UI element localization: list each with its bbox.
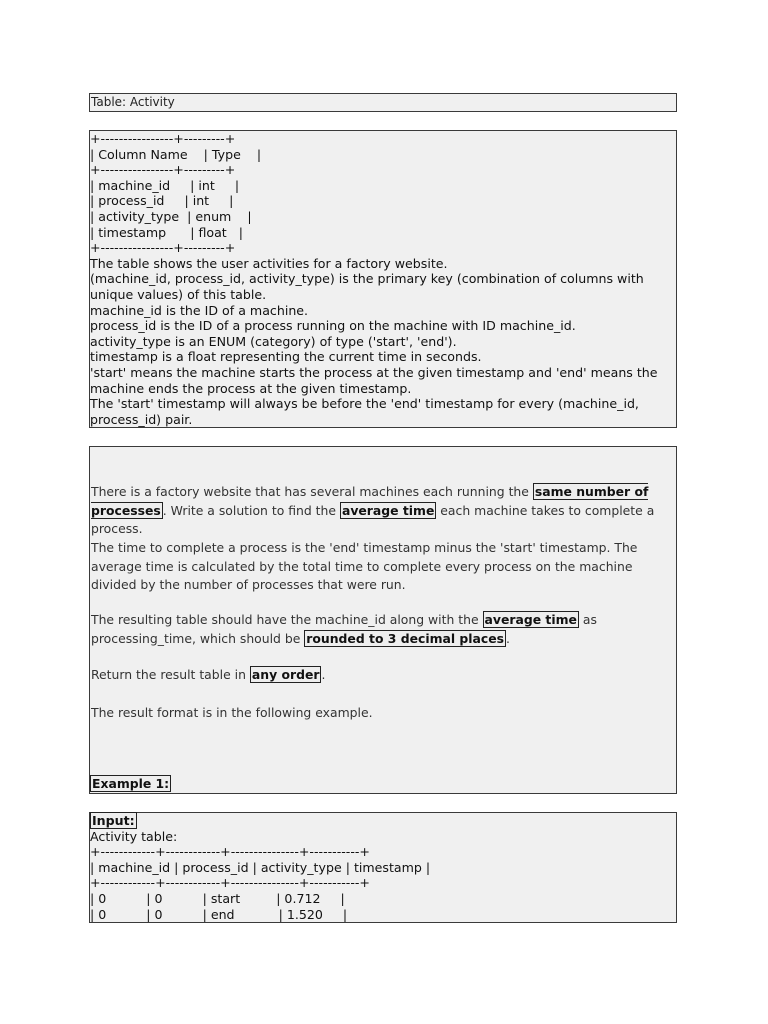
input-line: +------------+------------+---------------+-----------+: [90, 844, 370, 860]
text: Return the result table in: [91, 667, 250, 682]
highlight-average-time: average time: [484, 612, 577, 627]
highlight-rounded: rounded to 3 decimal places: [306, 630, 505, 646]
input-label-text: Input:: [92, 813, 135, 828]
example-input: [89, 812, 677, 923]
example-heading: [90, 775, 171, 793]
text: as processing_time, which should be: [91, 612, 597, 646]
schema-note: (machine_id, process_id, activity_type) is the primary key (combination of columns with unique values) of this table.: [90, 271, 644, 302]
highlight-any-order: any order: [251, 667, 320, 682]
schema-block: [89, 130, 677, 428]
schema-line: | activity_type | enum |: [90, 208, 252, 224]
input-table-label: Activity table:: [90, 828, 178, 844]
table-title: [89, 93, 677, 112]
input-line: +------------+------------+---------------+-----------+: [90, 875, 370, 891]
schema-note: The 'start' timestamp will always be before the 'end' timestamp for every (machine_id, process_id) pair.: [90, 396, 639, 427]
schema-line: +----------------+---------+: [90, 162, 236, 178]
schema-line: | machine_id | int |: [90, 177, 240, 193]
paragraph-1: [91, 483, 676, 539]
schema-note: The table shows the user activities for a factory website.: [90, 255, 448, 271]
text: The resulting table should have the machine_id along with the: [91, 612, 483, 627]
input-line: | 0 | 0 | end | 1.520 |: [90, 906, 348, 922]
text: There is a factory website that has several machines each running the: [91, 484, 533, 499]
schema-line: +----------------+---------+: [90, 240, 236, 256]
highlight-same-number: same number of processes: [91, 484, 649, 518]
paragraph-4: [91, 666, 676, 685]
schema-note: 'start' means the machine starts the process at the given timestamp and 'end' means the machine ends the process at the given timestamp.: [90, 364, 658, 396]
schema-note: machine_id is the ID of a machine.: [90, 302, 309, 318]
text: . Write a solution to find the: [162, 502, 340, 518]
table-title-text: Table: Activity: [91, 95, 175, 109]
schema-line: +----------------+---------+: [90, 131, 236, 146]
schema-note: timestamp is a float representing the current time in seconds.: [90, 349, 482, 365]
paragraph-2: The time to complete a process is the 'end' timestamp minus the 'start' timestamp. The average time is calculated by the total time to complete every process on the machine divided by the number of processes that were run.: [91, 540, 638, 592]
input-line: | machine_id | process_id | activity_type | timestamp |: [90, 859, 431, 875]
text: .: [321, 667, 326, 682]
text: each machine takes to complete a process.: [91, 502, 655, 536]
schema-note: process_id is the ID of a process running on the machine with ID machine_id.: [90, 318, 576, 334]
schema-line: | Column Name | Type |: [90, 146, 262, 162]
paragraph-5: The result format is in the following example.: [91, 705, 373, 720]
schema-line: | timestamp | float |: [90, 224, 243, 240]
text: .: [506, 630, 510, 646]
schema-line: | process_id | int |: [90, 193, 234, 209]
problem-description: [89, 446, 677, 794]
example-heading-text: Example 1:: [92, 776, 170, 791]
highlight-average-time: average time: [341, 502, 435, 518]
schema-note: activity_type is an ENUM (category) of type ('start', 'end').: [90, 333, 457, 349]
input-line: | 0 | 0 | start | 0.712 |: [90, 890, 345, 906]
input-label: [90, 813, 676, 829]
paragraph-3: [91, 611, 676, 648]
